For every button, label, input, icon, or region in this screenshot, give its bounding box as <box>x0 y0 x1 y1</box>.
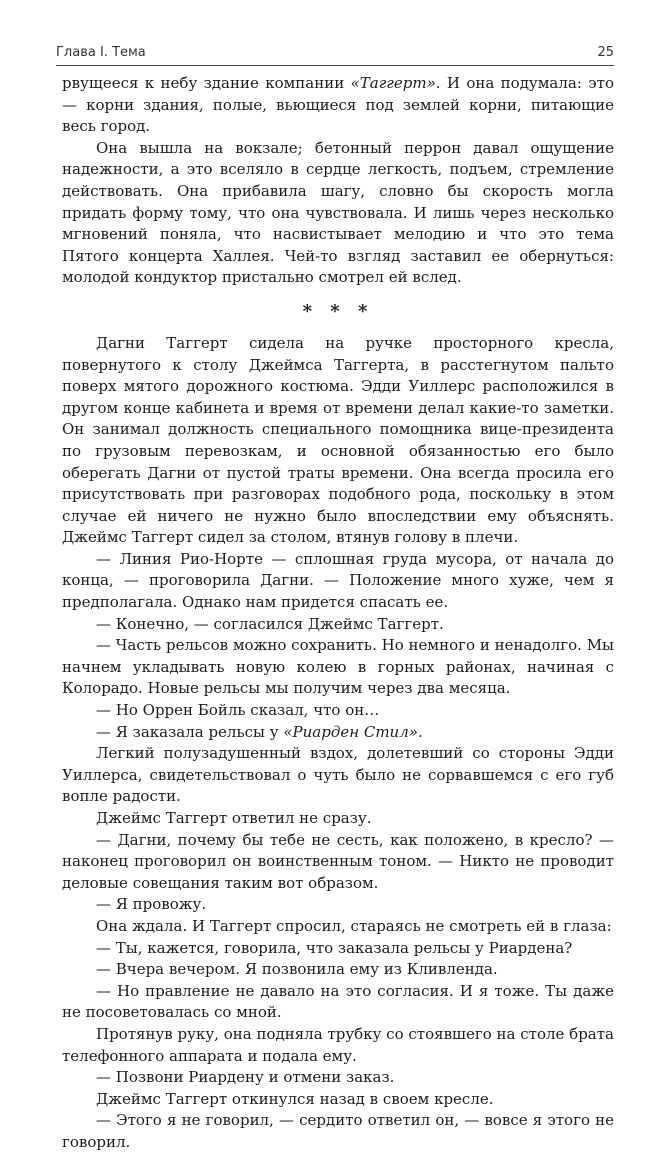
paragraph: Она вышла на вокзале; бетонный перрон давал ощущение надежности, а это вселяло в сердце легкость, подъем, стремление действовать. Она прибавила шагу, словно бы скорость могла придать форму тому, что она чувствовала. И лишь через несколько мгновений поняла, что насвистывает мелодию и что это тема Пятого концерта Халлея. Чей-то взгляд заставил ее обернуться: молодой кондуктор пристально смотрел ей вслед. <box>62 138 614 287</box>
section-separator: * * * <box>302 300 374 322</box>
chapter-title: Глава I. Тема <box>56 45 146 60</box>
paragraph: — Я провожу. <box>96 895 207 914</box>
paragraph: — Линия Рио-Норте — сплошная груда мусора, от начала до конца, — проговорила Дагни. — Положение много хуже, чем я предполагала. Однако нам придется спасать ее. <box>62 549 614 612</box>
paragraph: — Вчера вечером. Я позвонила ему из Кливленда. <box>96 960 498 979</box>
paragraph: — Этого я не говорил, — сердито ответил он, — вовсе я этого не говорил. <box>62 1111 614 1151</box>
paragraph: — Но правление не давало на это согласия. И я тоже. Ты даже не посоветовалась со мной. <box>62 981 614 1022</box>
paragraph: — Дагни, почему бы тебе не сесть, как положено, в кресло? — наконец проговорил он воинственным тоном. — Никто не проводит деловые совещания таким вот образом. <box>62 830 614 892</box>
paragraph: Она ждала. И Таггерт спросил, стараясь не смотреть ей в глаза: <box>96 916 612 935</box>
paragraph: — Конечно, — согласился Джеймс Таггерт. <box>96 614 444 633</box>
paragraph: Протянув руку, она подняла трубку со стоявшего на столе брата телефонного аппарата и подала ему. <box>62 1024 614 1065</box>
paragraph: рвущееся к небу здание компании «Таггерт». И она подумала: это — корни здания, полые, вьющиеся под землей корни, питающие весь город. <box>62 74 614 136</box>
paragraph: — Ты, кажется, говорила, что заказала рельсы у Риардена? <box>96 938 573 957</box>
paragraph: Джеймс Таггерт откинулся назад в своем кресле. <box>96 1089 494 1108</box>
paragraph: Джеймс Таггерт ответил не сразу. <box>96 809 372 827</box>
paragraph: — Я заказала рельсы у «Риарден Стил». <box>96 722 423 741</box>
page-number: 25 <box>597 45 614 60</box>
paragraph: — Но Оррен Бойль сказал, что он… <box>96 701 380 720</box>
paragraph: — Позвони Риардену и отмени заказ. <box>96 1068 395 1087</box>
running-header <box>56 45 614 66</box>
paragraph: Легкий полузадушенный вздох, долетевший со стороны Эдди Уиллерса, свидетельствовал о чуть было не сорвавшемся с его губ вопле радости. <box>62 744 614 806</box>
body-text <box>62 73 614 1154</box>
paragraph: Дагни Таггерт сидела на ручке просторного кресла, повернутого к столу Джеймса Таггерта, в расстегнутом пальто поверх мятого дорожного костюма. Эдди Уиллерс расположился в другом конце кабинета и время от времени делал какие-то заметки. Он занимал должность специального помощника вице-президента по грузовым перевозкам, и основной обязанностью его было оберегать Дагни от пустой траты времени. Она всегда просила его присутствовать при разговорах подобного рода, поскольку в этом случае ей ничего не нужно было впоследствии ему объяснять. Джеймс Таггерт сидел за столом, втянув голову в плечи. <box>62 333 614 547</box>
paragraph: — Часть рельсов можно сохранить. Но немного и ненадолго. Мы начнем укладывать новую колею в горных районах, начиная с Колорадо. Новые рельсы мы получим через два месяца. <box>62 636 614 698</box>
